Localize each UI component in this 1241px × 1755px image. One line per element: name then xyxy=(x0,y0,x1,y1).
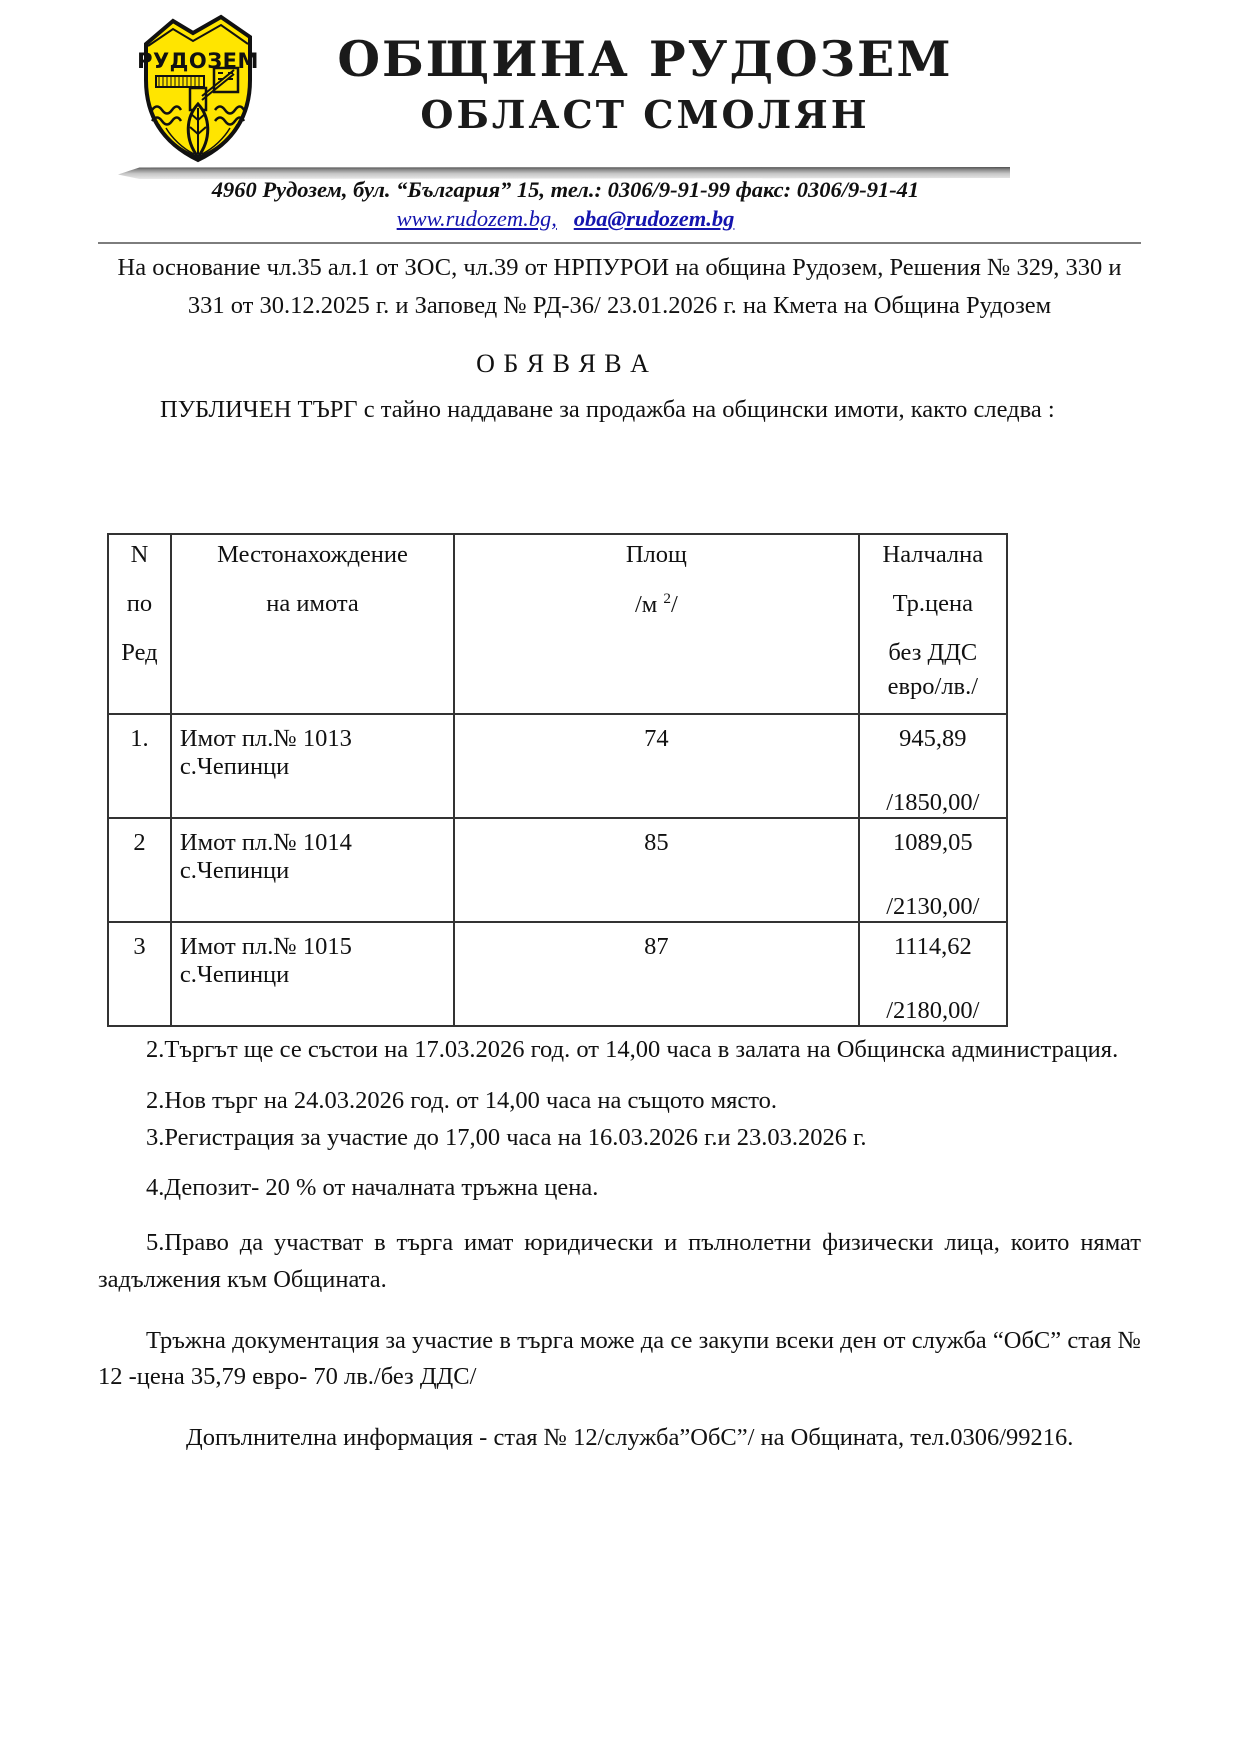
col-header-area: Площ /м $^2$/ xyxy=(454,534,859,714)
website-link[interactable]: www.rudozem.bg, xyxy=(396,206,557,231)
email-link[interactable]: oba@rudozem.bg xyxy=(573,206,735,231)
paragraph-auction-date: 2.Търгът ще се състои на 17.03.2026 год. от 14,00 часа в залата на Общинска администрация. xyxy=(146,1036,1119,1063)
paragraph-new-auction: 2.Нов търг на 24.03.2026 год. от 14,00 часа на същото място. xyxy=(146,1086,777,1114)
municipality-coat-of-arms-icon xyxy=(136,8,260,168)
table-header-row xyxy=(108,534,1007,714)
properties-table-wrap xyxy=(107,533,1008,1027)
row-number: 3 xyxy=(108,922,171,1026)
paragraph-registration: 3.Регистрация за участие до 17,00 часа на 16.03.2026 г.и 23.03.2026 г. xyxy=(146,1123,867,1151)
announce-heading: О Б Я В Я В А xyxy=(476,349,650,378)
paragraph-deposit: 4.Депозит- 20 % от началната тръжна цена. xyxy=(146,1174,599,1202)
row-price: 1114,62 /2180,00/ xyxy=(859,922,1007,1026)
row-number: 1. xyxy=(108,714,171,818)
page-subtitle: ОБЛАСТ СМОЛЯН xyxy=(420,92,870,138)
conditions-section xyxy=(98,1032,1141,1457)
col-header-price: Налчална Тр.цена без ДДС евро/лв./ xyxy=(859,534,1007,714)
legal-basis-text: На основание чл.35 ал.1 от ЗОС, чл.39 от НРПУРОИ на община Рудозем, Решения № 329, 330 и 331 от 30.12.2025 г. и Заповед № РД-36/ 23.01.2026 г. на Кмета на Община Рудозем xyxy=(117,254,1122,319)
row-area: 87 xyxy=(454,922,859,1026)
row-number: 2 xyxy=(108,818,171,922)
divider-rule xyxy=(98,242,1141,244)
row-price: 945,89 /1850,00/ xyxy=(859,714,1007,818)
row-location: Имот пл.№ 1015 с.Чепинци xyxy=(171,922,454,1026)
spacer xyxy=(563,206,569,231)
col-header-location: Местонахождение на имота xyxy=(171,534,454,714)
table-row xyxy=(108,714,1007,818)
paragraph-eligibility: 5.Право да участват в търга имат юридически и пълнолетни физически лица, които нямат задължения към Общината. xyxy=(98,1229,1141,1293)
address-line: 4960 Рудозем, бул. “България” 15, тел.: 0306/9-91-99 факс: 0306/9-91-41 xyxy=(211,177,920,202)
area-unit: /м $^2$/ xyxy=(634,590,678,619)
row-area: 85 xyxy=(454,818,859,922)
contact-links xyxy=(98,206,1033,232)
logo-text: РУДОЗЕМ xyxy=(137,49,259,73)
shield-icon xyxy=(136,8,260,168)
table-row xyxy=(108,818,1007,922)
properties-table xyxy=(107,533,1008,1027)
tender-intro-line: ПУБЛИЧЕН ТЪРГ с тайно наддаване за продажба на общински имоти, както следва : xyxy=(160,396,1055,423)
paragraph-more-info: Допълнителна информация - стая № 12/служба”ОбС”/ на Общината, тел.0306/99216. xyxy=(186,1424,1074,1451)
header-titles xyxy=(275,30,1015,138)
row-location: Имот пл.№ 1013 с.Чепинци xyxy=(171,714,454,818)
row-location: Имот пл.№ 1014 с.Чепинци xyxy=(171,818,454,922)
page-title: ОБЩИНА РУДОЗЕМ xyxy=(337,30,953,88)
paragraph-documentation: Тръжна документация за участие в търга може да се закупи всеки ден от служба “ОбС” стая № 12 -цена 35,79 евро- 70 лв./без ДДС/ xyxy=(98,1326,1141,1391)
col-header-number: N по Ред xyxy=(108,534,171,714)
row-price: 1089,05 /2130,00/ xyxy=(859,818,1007,922)
row-area: 74 xyxy=(454,714,859,818)
table-row xyxy=(108,922,1007,1026)
